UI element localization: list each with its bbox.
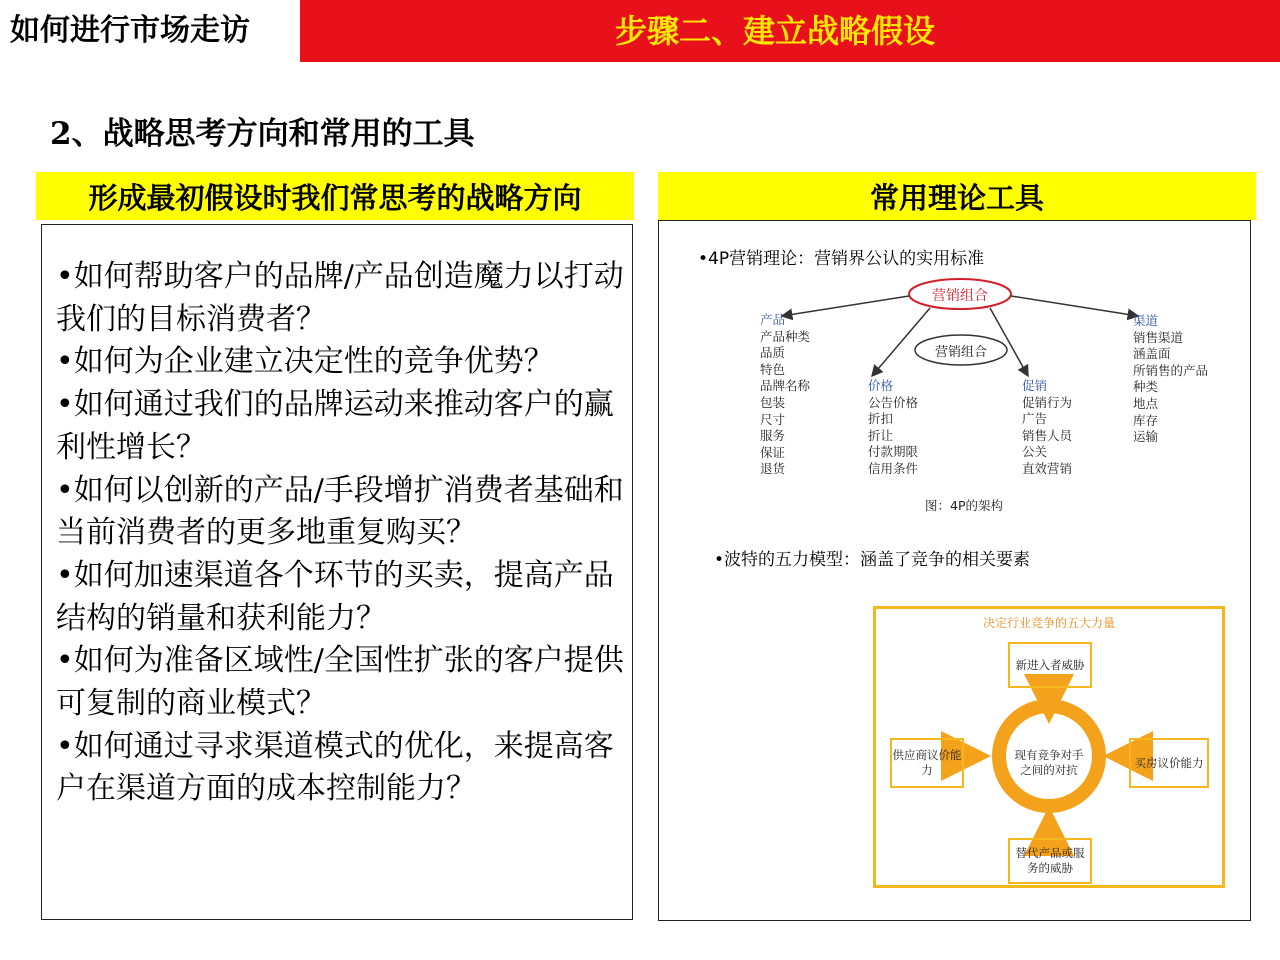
place-item: 销售渠道 [1133, 329, 1184, 345]
promotion-item: 公关 [1022, 444, 1048, 460]
strategy-question-list [56, 256, 631, 811]
place-item: 运输 [1133, 429, 1159, 445]
place-item: 种类 [1133, 379, 1159, 395]
place-item: 所销售的产品 [1133, 362, 1209, 378]
price-item: 折让 [868, 427, 894, 443]
product-item: 尺寸 [760, 411, 786, 427]
step-title: 步骤二、建立战略假设 [614, 12, 935, 50]
promotion-item: 广告 [1022, 411, 1048, 427]
place-item: 地点 [1133, 395, 1159, 411]
buyers-box: 买房议价能力 [1129, 738, 1209, 788]
presentation-title: 如何进行市场走访 [10, 13, 250, 48]
strategy-question: •如何为企业建立决定性的竞争优势？ [56, 344, 554, 380]
place-item: 库存 [1133, 412, 1159, 428]
product-item: 品牌名称 [760, 378, 811, 394]
product-item: 包装 [760, 394, 786, 410]
product-title: 产品 [760, 312, 786, 327]
section-title: 2、战略思考方向和常用的工具 [50, 116, 475, 152]
promotion-item: 直效营销 [1022, 460, 1073, 476]
product-item: 服务 [760, 428, 786, 444]
price-item: 折扣 [868, 411, 894, 427]
product-item: 品质 [760, 345, 786, 361]
product-column [760, 312, 810, 478]
new-entrants-box: 新进入者威胁 [1008, 642, 1092, 688]
4p-caption: 图：4P的架构 [925, 498, 1003, 513]
five-forces-title: 决定行业竞争的五大力量 [982, 616, 1115, 630]
strategy-question: •如何加速渠道各个环节的买卖，提高产品结构的销量和获利能力？ [56, 557, 614, 636]
substitutes-box: 替代产品或服务的威胁 [1008, 838, 1092, 884]
product-item: 产品种类 [760, 328, 811, 344]
strategy-question: •如何通过寻求渠道模式的优化，来提高客户在渠道方面的成本控制能力？ [56, 728, 614, 807]
suppliers-box: 供应商议价能力 [890, 738, 964, 788]
price-column [868, 378, 918, 478]
promotion-item: 促销行为 [1022, 394, 1073, 410]
price-item: 付款期限 [868, 444, 919, 460]
price-item: 公告价格 [868, 394, 919, 410]
price-title: 价格 [868, 378, 894, 393]
strategy-question: •如何帮助客户的品牌/产品创造魔力以打动我们的目标消费者？ [56, 259, 624, 337]
promotion-column [1022, 378, 1072, 478]
strategy-question: •如何通过我们的品牌运动来推动客户的赢利性增长？ [56, 387, 614, 465]
marketing-mix-inner-label: 营销组合 [934, 345, 987, 360]
strategy-question: •如何为准备区域性/全国性扩张的客户提供可复制的商业模式？ [56, 643, 624, 722]
strategy-directions-heading: 形成最初假设时我们常思考的战略方向 [36, 172, 634, 220]
place-item: 涵盖面 [1133, 346, 1171, 362]
rivalry-label: 现有竞争对手之间的对抗 [1014, 748, 1084, 777]
theory-tools-heading: 常用理论工具 [658, 172, 1256, 220]
product-item: 退货 [760, 461, 786, 477]
place-column [1133, 313, 1208, 446]
porter-note: •波特的五力模型：涵盖了竞争的相关要素 [714, 550, 1031, 570]
product-item: 特色 [760, 361, 786, 377]
promotion-item: 销售人员 [1022, 427, 1073, 443]
price-item: 信用条件 [868, 460, 919, 476]
strategy-question: •如何以创新的产品/手段增扩消费者基础和当前消费者的更多地重复购买？ [56, 472, 624, 551]
product-item: 保证 [760, 444, 786, 460]
promotion-title: 促销 [1022, 378, 1048, 393]
marketing-mix-label: 营销组合 [932, 288, 988, 304]
4p-theory-note: •4P营销理论：营销界公认的实用标准 [698, 249, 985, 269]
place-title: 渠道 [1133, 313, 1159, 328]
